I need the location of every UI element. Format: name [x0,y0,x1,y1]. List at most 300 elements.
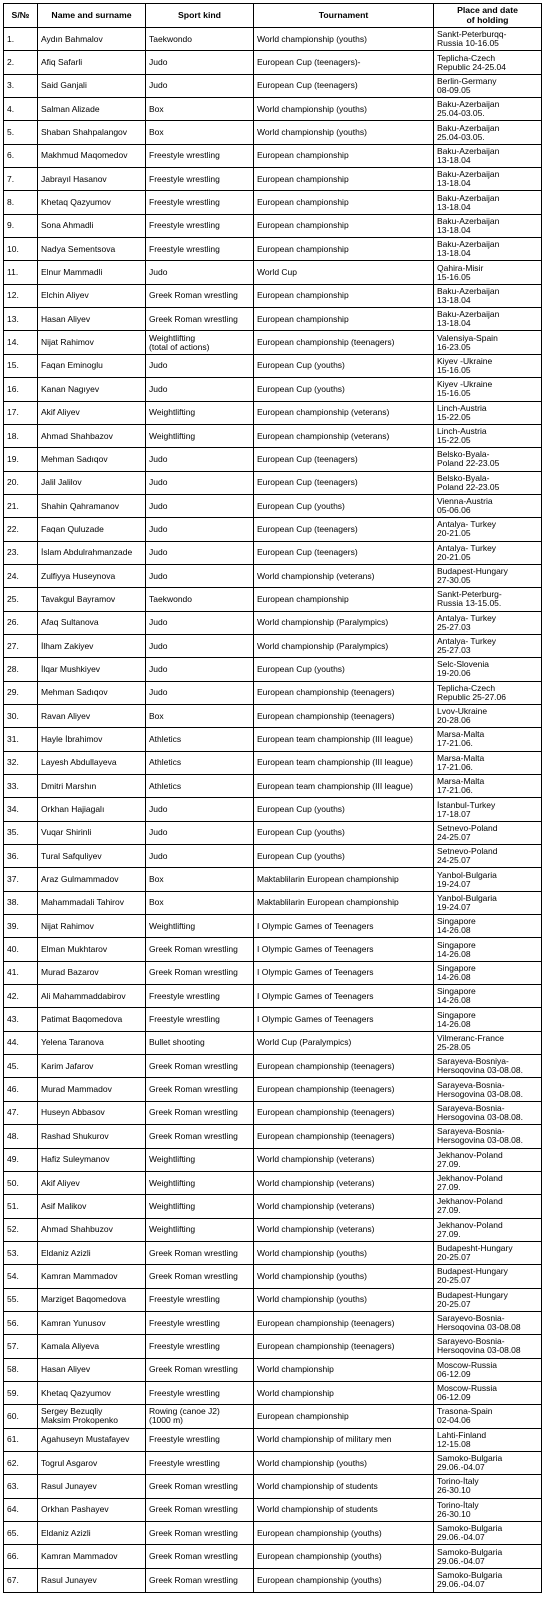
table-row [4,634,542,657]
row-number: 36. [4,845,38,868]
row-sport: Judo [146,564,254,587]
row-name: Vuqar Shirinli [38,821,146,844]
row-number: 35. [4,821,38,844]
row-sport: Weightlifting [146,424,254,447]
table-row [4,1405,542,1428]
row-place: Teplicha-Czech Republic 24-25.04 [434,51,542,74]
table-row [4,891,542,914]
row-sport: Greek Roman wrestling [146,1101,254,1124]
row-tournament: European championship [254,168,434,191]
table-row [4,1218,542,1241]
row-sport: Freestyle wrestling [146,191,254,214]
row-place: Antalya- Turkey 25-27.03 [434,634,542,657]
row-number: 59. [4,1381,38,1404]
row-place: Torino-İtaly 26-30.10 [434,1475,542,1498]
row-place: İstanbul-Turkey 17-18.07 [434,798,542,821]
row-sport: Greek Roman wrestling [146,284,254,307]
row-tournament: World championship (veterans) [254,1218,434,1241]
row-number: 60. [4,1405,38,1428]
row-tournament: European Cup (youths) [254,798,434,821]
table-row [4,51,542,74]
row-name: Orkhan Hajiagalı [38,798,146,821]
row-sport: Judo [146,681,254,704]
row-place: Sarayevo-Bosnia- Hersoqovina 03-08.08 [434,1335,542,1358]
row-place: Setnevo-Poland 24-25.07 [434,845,542,868]
table-row [4,1125,542,1148]
table-row [4,728,542,751]
row-tournament: European Cup (youths) [254,354,434,377]
table-row [4,1031,542,1054]
table-row [4,845,542,868]
row-tournament: European Cup (youths) [254,494,434,517]
row-sport: Freestyle wrestling [146,1428,254,1451]
row-number: 16. [4,378,38,401]
row-place: Budapest-Hungary 20-25.07 [434,1265,542,1288]
row-name: Togrul Asgarov [38,1451,146,1474]
row-tournament: World championship (youths) [254,98,434,121]
row-sport: Freestyle wrestling [146,1451,254,1474]
row-place: Sarayeva-Bosnia- Hersogovina 03-08.08. [434,1125,542,1148]
row-sport: Box [146,121,254,144]
row-number: 31. [4,728,38,751]
table-row [4,284,542,307]
row-name: Elnur Mammadli [38,261,146,284]
row-number: 56. [4,1311,38,1334]
row-number: 1. [4,28,38,51]
row-number: 12. [4,284,38,307]
row-number: 2. [4,51,38,74]
row-tournament: European championship (teenagers) [254,1078,434,1101]
row-place: Moscow-Russia 06-12.09 [434,1358,542,1381]
row-name: Patimat Baqomedova [38,1008,146,1031]
row-place: Kiyev -Ukraine 15-16.05 [434,378,542,401]
table-row [4,424,542,447]
row-place: Samoko-Bulgaria 29.06.-04.07 [434,1522,542,1545]
row-tournament: World championship (Paralympics) [254,611,434,634]
row-place: Baku-Azerbaijan 13-18.04 [434,191,542,214]
table-row [4,448,542,471]
row-tournament: World championship of military men [254,1428,434,1451]
table-row [4,985,542,1008]
table-row [4,1101,542,1124]
row-place: Marsa-Malta 17-21.06. [434,728,542,751]
row-tournament: European Cup (youths) [254,658,434,681]
row-number: 21. [4,494,38,517]
row-number: 25. [4,588,38,611]
row-number: 10. [4,238,38,261]
row-tournament: European Cup (teenagers) [254,471,434,494]
row-name: Kamran Yunusov [38,1311,146,1334]
row-number: 57. [4,1335,38,1358]
row-name: Faqan Quluzade [38,518,146,541]
row-number: 62. [4,1451,38,1474]
row-tournament: I Olympic Games of Teenagers [254,938,434,961]
row-tournament: European championship (teenagers) [254,331,434,354]
table-row [4,704,542,727]
row-sport: Weightlifting [146,1148,254,1171]
table-row [4,121,542,144]
row-tournament: Maktablilarin European championship [254,868,434,891]
row-place: Jekhanov-Poland 27.09. [434,1148,542,1171]
row-sport: Greek Roman wrestling [146,1125,254,1148]
row-number: 19. [4,448,38,471]
row-tournament: European Cup (teenagers) [254,518,434,541]
header-place: Place and date of holding [434,4,542,28]
row-number: 34. [4,798,38,821]
row-tournament: World championship (Paralympics) [254,634,434,657]
row-place: Jekhanov-Poland 27.09. [434,1195,542,1218]
row-sport: Weightlifting [146,1218,254,1241]
row-place: Budapest-Hungary 20-25.07 [434,1288,542,1311]
row-sport: Box [146,98,254,121]
row-number: 66. [4,1545,38,1568]
table-row [4,798,542,821]
row-name: Sona Ahmadli [38,214,146,237]
row-number: 14. [4,331,38,354]
table-row [4,1311,542,1334]
table-row [4,214,542,237]
row-place: Torino-İtaly 26-30.10 [434,1498,542,1521]
table-row [4,494,542,517]
row-name: Ali Mahammaddabirov [38,985,146,1008]
row-sport: Freestyle wrestling [146,1288,254,1311]
table-row [4,1335,542,1358]
table-row [4,1475,542,1498]
row-number: 7. [4,168,38,191]
table-row [4,1498,542,1521]
row-place: Lahti-Finland 12-15.08 [434,1428,542,1451]
row-name: Salman Alizade [38,98,146,121]
row-name: Makhmud Maqomedov [38,144,146,167]
table-row [4,378,542,401]
row-number: 8. [4,191,38,214]
table-row [4,1148,542,1171]
table-header [4,4,542,28]
row-place: Baku-Azerbaijan 13-18.04 [434,284,542,307]
row-number: 6. [4,144,38,167]
row-place: Qahira-Misir 15-16.05 [434,261,542,284]
row-name: Khetaq Qazyumov [38,1381,146,1404]
row-sport: Freestyle wrestling [146,1335,254,1358]
row-number: 50. [4,1171,38,1194]
row-tournament: European championship [254,144,434,167]
row-tournament: World championship (youths) [254,1241,434,1264]
row-number: 67. [4,1568,38,1592]
row-name: Murad Bazarov [38,961,146,984]
table-row [4,1545,542,1568]
row-name: Said Ganjali [38,74,146,97]
row-number: 37. [4,868,38,891]
row-name: Dmitri Marshın [38,775,146,798]
row-place: Belsko-Byala- Poland 22-23.05 [434,448,542,471]
row-tournament: World championship [254,1358,434,1381]
table-row [4,1241,542,1264]
row-name: Eldaniz Azizli [38,1522,146,1545]
table-row [4,401,542,424]
table-row [4,1195,542,1218]
row-sport: Bullet shooting [146,1031,254,1054]
table-row [4,1358,542,1381]
row-place: Baku-Azerbaijan 25.04-03.05. [434,98,542,121]
row-name: Orkhan Pashayev [38,1498,146,1521]
row-name: Hafiz Suleymanov [38,1148,146,1171]
table-row [4,1055,542,1078]
row-tournament: European championship (youths) [254,1545,434,1568]
row-sport: Greek Roman wrestling [146,938,254,961]
row-place: Antalya- Turkey 20-21.05 [434,541,542,564]
row-tournament: European championship [254,1405,434,1428]
row-sport: Freestyle wrestling [146,168,254,191]
table-row [4,938,542,961]
row-name: Mehman Sadıqov [38,681,146,704]
row-number: 29. [4,681,38,704]
row-place: Marsa-Malta 17-21.06. [434,775,542,798]
row-name: Agahuseyn Mustafayev [38,1428,146,1451]
row-number: 45. [4,1055,38,1078]
row-sport: Athletics [146,751,254,774]
row-place: Sankt-Peterburqq- Russia 10-16.05 [434,28,542,51]
row-place: Singapore 14-26.08 [434,961,542,984]
row-tournament: World Cup (Paralympics) [254,1031,434,1054]
row-name: Khetaq Qazyumov [38,191,146,214]
row-place: Vienna-Austria 05-06.06 [434,494,542,517]
row-place: Moscow-Russia 06-12.09 [434,1381,542,1404]
row-number: 4. [4,98,38,121]
row-place: Sarayeva-Bosniya- Hersoqovina 03-08.08. [434,1055,542,1078]
row-name: Faqan Eminoglu [38,354,146,377]
header-sport: Sport kind [146,4,254,28]
table-row [4,775,542,798]
row-place: Vilmeranc-France 25-28.05 [434,1031,542,1054]
row-name: Kamran Mammadov [38,1265,146,1288]
row-number: 44. [4,1031,38,1054]
row-number: 43. [4,1008,38,1031]
table-row [4,1522,542,1545]
row-sport: Freestyle wrestling [146,144,254,167]
row-sport: Box [146,704,254,727]
row-number: 42. [4,985,38,1008]
header-tournament: Tournament [254,4,434,28]
row-number: 58. [4,1358,38,1381]
row-tournament: European championship (teenagers) [254,1311,434,1334]
row-number: 48. [4,1125,38,1148]
table-row [4,518,542,541]
row-tournament: World championship (youths) [254,1265,434,1288]
row-sport: Greek Roman wrestling [146,1358,254,1381]
row-sport: Athletics [146,775,254,798]
row-place: Singapore 14-26.08 [434,915,542,938]
row-place: Linch-Austria 15-22.05 [434,424,542,447]
row-number: 20. [4,471,38,494]
row-sport: Taekwondo [146,28,254,51]
row-name: Rasul Junayev [38,1475,146,1498]
row-sport: Judo [146,51,254,74]
table-body [4,28,542,1593]
row-place: Linch-Austria 15-22.05 [434,401,542,424]
row-number: 63. [4,1475,38,1498]
table-row [4,1265,542,1288]
row-place: Belsko-Byala- Poland 22-23.05 [434,471,542,494]
row-name: Jalil Jalilov [38,471,146,494]
row-sport: Freestyle wrestling [146,1008,254,1031]
row-name: İslam Abdulrahmanzade [38,541,146,564]
row-place: Baku-Azerbaijan 13-18.04 [434,168,542,191]
row-name: Afaq Sultanova [38,611,146,634]
row-number: 39. [4,915,38,938]
row-tournament: World championship of students [254,1475,434,1498]
row-number: 54. [4,1265,38,1288]
row-sport: Box [146,891,254,914]
row-place: Sarayevo-Bosnia- Hersoqovina 03-08.08 [434,1311,542,1334]
row-name: Elman Mukhtarov [38,938,146,961]
table-row [4,915,542,938]
row-tournament: I Olympic Games of Teenagers [254,985,434,1008]
header-name: Name and surname [38,4,146,28]
table-row [4,611,542,634]
row-tournament: World championship (veterans) [254,564,434,587]
row-tournament: I Olympic Games of Teenagers [254,1008,434,1031]
row-name: Araz Gulmammadov [38,868,146,891]
row-name: Tavakgul Bayramov [38,588,146,611]
row-tournament: European championship (teenagers) [254,1055,434,1078]
row-number: 3. [4,74,38,97]
row-sport: Freestyle wrestling [146,238,254,261]
row-name: Jabrayıl Hasanov [38,168,146,191]
table-row [4,1288,542,1311]
row-tournament: World championship of students [254,1498,434,1521]
row-place: Setnevo-Poland 24-25.07 [434,821,542,844]
row-name: Ahmad Shahbazov [38,424,146,447]
row-number: 9. [4,214,38,237]
row-tournament: European championship [254,284,434,307]
row-name: Murad Mammadov [38,1078,146,1101]
row-sport: Box [146,868,254,891]
row-place: Budapest-Hungary 27-30.05 [434,564,542,587]
row-tournament: European Cup (teenagers) [254,74,434,97]
table-row [4,1451,542,1474]
row-tournament: European Cup (youths) [254,378,434,401]
table-row [4,331,542,354]
table-row [4,961,542,984]
row-sport: Judo [146,494,254,517]
table-row [4,681,542,704]
row-name: Rasul Junayev [38,1568,146,1592]
row-tournament: European Cup (youths) [254,821,434,844]
row-sport: Judo [146,658,254,681]
row-tournament: European championship (teenagers) [254,1335,434,1358]
row-tournament: European championship [254,214,434,237]
row-sport: Greek Roman wrestling [146,1055,254,1078]
row-name: İlqar Mushkiyev [38,658,146,681]
table-row [4,821,542,844]
header-no: S/№ [4,4,38,28]
row-name: Ravan Aliyev [38,704,146,727]
row-place: Jekhanov-Poland 27.09. [434,1218,542,1241]
table-row [4,868,542,891]
row-tournament: World championship [254,1381,434,1404]
row-sport: Weightlifting [146,401,254,424]
row-place: Marsa-Malta 17-21.06. [434,751,542,774]
table-row [4,28,542,51]
row-name: Hasan Aliyev [38,308,146,331]
row-number: 51. [4,1195,38,1218]
row-name: Kamala Aliyeva [38,1335,146,1358]
row-place: Trasona-Spain 02-04.06 [434,1405,542,1428]
table-row [4,308,542,331]
row-place: Selc-Slovenia 19-20.06 [434,658,542,681]
row-place: Sarayeva-Bosnia- Hersogovina 03-08.08. [434,1101,542,1124]
row-sport: Greek Roman wrestling [146,1568,254,1592]
row-name: Shahin Qahramanov [38,494,146,517]
row-place: Baku-Azerbaijan 13-18.04 [434,144,542,167]
table-row [4,238,542,261]
row-sport: Rowing (canoe J2) (1000 m) [146,1405,254,1428]
row-place: Singapore 14-26.08 [434,1008,542,1031]
row-place: Berlin-Germany 08-09.05 [434,74,542,97]
row-name: Shaban Shahpalangov [38,121,146,144]
row-sport: Greek Roman wrestling [146,1265,254,1288]
row-sport: Taekwondo [146,588,254,611]
row-sport: Judo [146,541,254,564]
row-sport: Judo [146,378,254,401]
row-name: Sergey Bezuqliy Maksim Prokopenko [38,1405,146,1428]
row-name: Rashad Shukurov [38,1125,146,1148]
row-name: Mahammadali Tahirov [38,891,146,914]
row-sport: Greek Roman wrestling [146,1241,254,1264]
row-tournament: European championship (teenagers) [254,681,434,704]
row-sport: Weightlifting [146,915,254,938]
row-sport: Judo [146,261,254,284]
row-tournament: I Olympic Games of Teenagers [254,961,434,984]
row-sport: Athletics [146,728,254,751]
row-tournament: European team championship (III league) [254,728,434,751]
row-name: Elchin Aliyev [38,284,146,307]
row-name: İlham Zakiyev [38,634,146,657]
row-name: Nijat Rahimov [38,915,146,938]
row-tournament: World Cup [254,261,434,284]
row-number: 22. [4,518,38,541]
row-number: 24. [4,564,38,587]
row-place: Baku-Azerbaijan 13-18.04 [434,214,542,237]
row-number: 46. [4,1078,38,1101]
row-tournament: European championship [254,238,434,261]
row-number: 47. [4,1101,38,1124]
row-number: 5. [4,121,38,144]
row-place: Samoko-Bulgaria 29.06.-04.07 [434,1451,542,1474]
table-row [4,1008,542,1031]
row-sport: Freestyle wrestling [146,214,254,237]
row-place: Jekhanov-Poland 27.09. [434,1171,542,1194]
table-row [4,658,542,681]
row-name: Layesh Abdullayeva [38,751,146,774]
row-number: 18. [4,424,38,447]
row-tournament: European championship [254,191,434,214]
row-name: Akif Aliyev [38,1171,146,1194]
table-row [4,1078,542,1101]
row-name: Yelena Taranova [38,1031,146,1054]
row-name: Afiq Safarli [38,51,146,74]
row-number: 41. [4,961,38,984]
row-name: Ahmad Shahbuzov [38,1218,146,1241]
table-row [4,1568,542,1592]
table-row [4,541,542,564]
row-tournament: World championship (youths) [254,1288,434,1311]
row-tournament: European team championship (III league) [254,775,434,798]
row-tournament: European championship (teenagers) [254,704,434,727]
row-number: 32. [4,751,38,774]
row-place: Teplicha-Czech Republic 25-27.06 [434,681,542,704]
row-number: 40. [4,938,38,961]
